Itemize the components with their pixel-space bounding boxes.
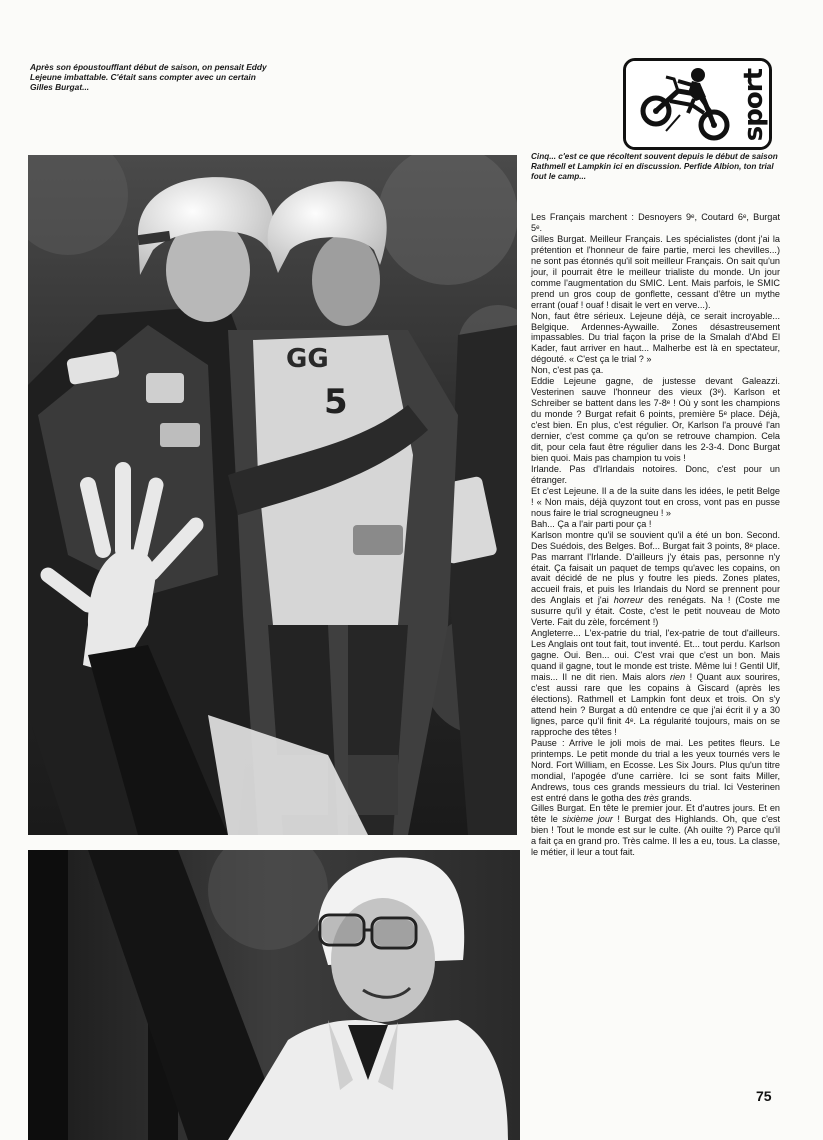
vest-bib-text: GG: [286, 344, 329, 374]
article-text-run: ! Burgat des Highlands. Oh, que c'est bien ! Tout le monde est sur le culte. (Ah ouilte ?) Parce qu'il a fait ça en grand pro. Très calme. Il les a eu, tous. La classe, le métier, il leur a tout fait.: [531, 814, 780, 858]
photo-riders-discussion: [28, 155, 517, 835]
article-paragraph: [531, 803, 780, 858]
article-text-run: Irlande. Pas d'Irlandais notoires. Donc, c'est pour un étranger.: [531, 463, 780, 485]
article-text-run: Karlson montre qu'il se souvient qu'il a été un bon. Second. Des Suédois, des Belges. Bof... Burgat fait 3 points, 8ᵉ place. Pas marrant l'Irlande. D'ailleurs j'y étais pas, personne n'y était. Ça faisait un paquet de temps qu'avec les copains, on avait décidé de ne plus y foutre les pieds. Zones plates, accueil frais, et puis les Irlandais du Nord se prennent pour des Anglais et j'ai: [531, 529, 780, 606]
sport-logo-label: sport: [739, 69, 769, 142]
article-text-run: des renégats. Na ! (Coste me susurre qu'il y était. Coste, c'est le petit nouveau de Moto Verte. Fait du zèle, forcément !): [531, 595, 780, 628]
article-text-run: Bah... Ça a l'air parti pour ça !: [531, 518, 652, 529]
article-paragraph: [531, 530, 780, 629]
photo-caption: Cinq... c'est ce que récoltent souvent depuis le début de saison Rathmell et Lampkin ici en discussion. Perfide Albion, ton trial fout le camp...: [531, 152, 778, 181]
article-emphasis: horreur: [613, 595, 644, 606]
article-text-run: ! Quant aux sourires, c'est aussi rare que les copains à Giscard (après les élections). Rathmell et Lampkin font deux et trois. On s'y attend hein ? Burgat a dû entendre ce que j'ai écrit il y a 30 lignes, parce qu'il finit 4ᵉ. La régularité toujours, mais on se rapproche des têtes !: [531, 672, 780, 737]
article-text-run: Gilles Burgat. Meilleur Français. Les spécialistes (dont j'ai la prétention et l'honneur de faire partie, merci les chevilles...) ne sont pas étonnés qu'il soit meilleur Français. On sait qu'un jour, il pourrait être le meilleur trialiste du monde. Un jour comme l'augmentation du SMIC. Lent. Mais parfois, le SMIC prend un gros coup de gonflette, cessant d'être un mythe errant (ouaf ! ouaf ! disait le vert en verve...).: [531, 233, 780, 310]
sport-section-logo: [623, 58, 772, 150]
article-text-run: Les Français marchent : Desnoyers 9ᵉ, Coutard 6ᵉ, Burgat 5ᵉ.: [531, 212, 780, 233]
article-paragraph: [531, 376, 780, 464]
article-text-run: Pause : Arrive le joli mois de mai. Les petites fleurs. Le printemps. Le petit monde du trial a les yeux tournés vers le Nord. Fort William, en Ecosse. Les Six Jours. Plus qu'un titre mondial, l'apogée d'une carrière. Ici se sont faits Miller, Andrews, tous ces grands messieurs du trial. Ici Vesterinen est entré dans le gotha des: [531, 737, 780, 803]
article-text-run: Angleterre... L'ex-patrie du trial, l'ex-patrie de tout d'ailleurs. Les Anglais ont tout fait, tout inventé. Et... tout perdu. Karlson gagne. Oui. Ben... oui. C'est vrai que c'est un bon. Mais quand il gagne, tout le monde est triste. Même lui ! Gentil Ulf, mais... Il ne dit rien. Mais alors: [531, 628, 780, 683]
article-paragraph: [531, 212, 780, 234]
article-emphasis: sixième jour: [562, 814, 613, 825]
article-text-run: Non, c'est pas ça.: [531, 365, 604, 376]
article-text-run: Non, faut être sérieux. Lejeune déjà, ce serait incroyable... Belgique. Ardennes-Aywaille. Zones désastreusement impassables. Du trial façon la prise de la Smalah d'Abd El Kader, faut arriver en haut... Malherbe est là en spectateur, dégouté. « C'est ça le trial ? »: [531, 310, 780, 365]
article-paragraph: [531, 519, 780, 530]
article-paragraph: [531, 628, 780, 738]
page-number: 75: [756, 1088, 772, 1104]
article-paragraph: [531, 234, 780, 311]
article-text-run: grands.: [658, 792, 692, 803]
article-paragraph: [531, 486, 780, 519]
article-paragraph: [531, 365, 780, 376]
article-body: [531, 212, 780, 858]
article-paragraph: [531, 311, 780, 366]
article-text-run: Et c'est Lejeune. Il a de la suite dans les idées, le petit Belge ! « Non mais, déjà quyzont tout en cross, vont pas en pusse nous faire le trial scrogneugneu ! »: [531, 485, 780, 518]
article-paragraph: [531, 738, 780, 804]
article-emphasis: très: [643, 792, 659, 803]
article-emphasis: rien: [669, 672, 686, 683]
article-paragraph: [531, 464, 780, 486]
photo-spectator-glasses: [28, 850, 520, 1140]
vest-number: 5: [324, 382, 348, 422]
article-text-run: Gilles Burgat. En tête le premier jour. Et d'autres jours. Et en tête le: [531, 803, 780, 825]
intro-text: Après son époustoufflant début de saison, on pensait Eddy Lejeune imbattable. C'était sans compter avec un certain Gilles Burgat...: [30, 62, 267, 93]
article-text-run: Eddie Lejeune gagne, de justesse devant Galeazzi. Vesterinen sauve l'honneur des vieux (3ᵉ). Karlson et Schreiber se battent dans les 7-8ᵉ ! Où y sont les champions du monde ? Burgat refait 6 points, première 5ᵉ place. Déjà, c'est bien. En plus, c'est régulier. Or, Karlson l'a prouvé l'an dernier, c'est comme ça qu'on se retrouve champion. Cela dit, pour cela faut être régulier dans les 2-3-4. Donc Burgat bien quoi. Mais pas champion tu vois !: [531, 376, 780, 463]
